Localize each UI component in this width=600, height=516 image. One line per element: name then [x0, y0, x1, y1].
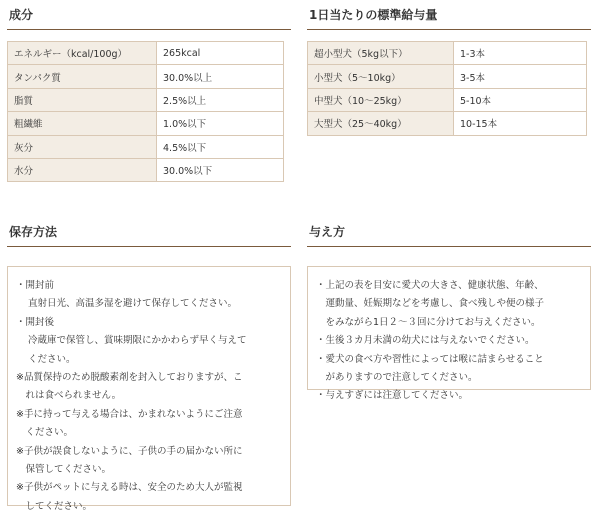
note-line: ※手に持って与える場合は、かまれないようにご注意 — [16, 408, 243, 420]
row-value: 3-5本 — [454, 65, 587, 88]
note-line: ・愛犬の食べ方や習性によっては喉に詰まらせること — [316, 353, 544, 365]
composition-heading: 成分 — [7, 8, 291, 30]
row-value: 30.0%以上 — [157, 65, 284, 88]
row-value: 5-10本 — [454, 88, 587, 111]
feeding-heading: 与え方 — [307, 225, 591, 247]
table-row — [8, 65, 284, 88]
row-label: 小型犬（5～10kg） — [308, 65, 454, 88]
note-line: ・与えすぎには注意してください。 — [316, 390, 469, 402]
storage-notes — [7, 266, 291, 512]
daily-amount-table — [307, 41, 587, 136]
row-label: 水分 — [8, 158, 157, 181]
note-line: ・上記の表を目安に愛犬の大きさ、健康状態、年齢、 — [316, 280, 544, 291]
row-label: 超小型犬（5kg以下） — [308, 42, 454, 65]
note-line: ・開封前 — [16, 280, 55, 291]
note-line: ・生後３カ月未満の幼犬には与えないでください。 — [316, 335, 535, 347]
table-row — [8, 135, 284, 158]
note-line: 冷蔵庫で保管し、賞味期限にかかわらず早く与えて — [28, 335, 247, 347]
table-row — [308, 65, 587, 88]
note-line: ください。 — [16, 427, 74, 439]
row-value: 10-15本 — [454, 112, 587, 135]
feeding-notes — [307, 266, 591, 402]
table-row — [8, 112, 284, 135]
table-row — [8, 88, 284, 111]
row-value: 1.0%以下 — [157, 112, 284, 135]
row-value: 4.5%以下 — [157, 135, 284, 158]
note-line: してください。 — [16, 500, 93, 512]
table-row — [308, 42, 587, 65]
row-value: 2.5%以上 — [157, 88, 284, 111]
row-label: 粗繊維 — [8, 112, 157, 135]
note-line: ※品質保持のため脱酸素剤を封入しておりますが、こ — [16, 372, 243, 384]
note-line: ※子供が誤食しないように、子供の手の届かない所に — [16, 445, 243, 457]
row-label: タンパク質 — [8, 65, 157, 88]
row-label: エネルギー（kcal/100g） — [8, 42, 157, 65]
daily-amount-section — [307, 8, 591, 136]
row-label: 灰分 — [8, 135, 157, 158]
note-line: 運動量、妊娠期などを考慮し、食べ残しや便の様子 — [316, 298, 545, 310]
composition-section — [7, 8, 291, 182]
row-label: 大型犬（25～40kg） — [308, 112, 454, 135]
feeding-section — [307, 225, 591, 402]
table-row — [8, 42, 284, 65]
note-line: 直射日光、高温多湿を避けて保存してください。 — [28, 298, 238, 310]
storage-section — [7, 225, 291, 512]
note-line: 保管してください。 — [16, 464, 112, 476]
row-value: 30.0%以下 — [157, 158, 284, 181]
table-row — [308, 88, 587, 111]
note-line: ※子供がペットに与える時は、安全のため大人が監視 — [16, 482, 243, 494]
row-value: 1-3本 — [454, 42, 587, 65]
note-line: がありますので注意してください。 — [316, 372, 478, 384]
note-line: をみながら1日２～３回に分けてお与えください。 — [316, 316, 541, 328]
storage-heading: 保存方法 — [7, 225, 291, 247]
row-label: 脂質 — [8, 88, 157, 111]
note-line: ください。 — [28, 353, 76, 365]
note-line: ・開封後 — [16, 316, 55, 328]
table-row — [308, 112, 587, 135]
composition-table — [7, 41, 284, 182]
note-line: れは食べられません。 — [16, 390, 122, 402]
row-value: 265kcal — [157, 42, 284, 65]
row-label: 中型犬（10～25kg） — [308, 88, 454, 111]
table-row — [8, 158, 284, 181]
daily-amount-heading: 1日当たりの標準給与量 — [307, 8, 591, 30]
